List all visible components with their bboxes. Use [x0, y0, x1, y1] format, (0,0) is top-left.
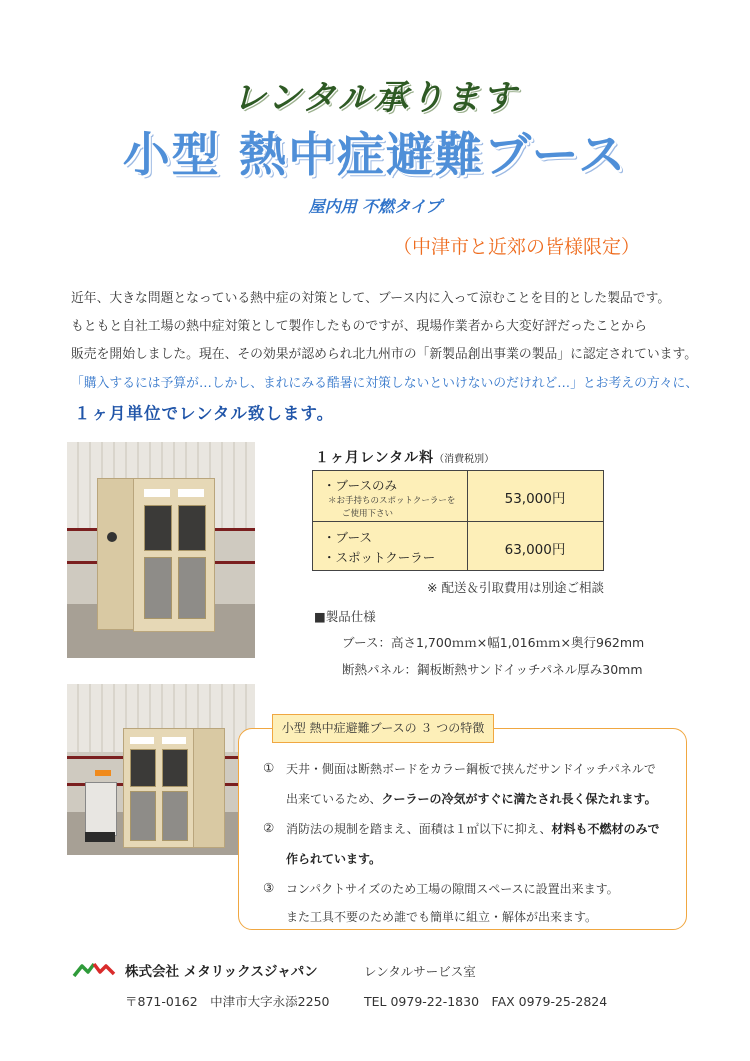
price-row-item: ・スポットクーラー: [323, 550, 436, 565]
contact-numbers: TEL 0979-22-1830 FAX 0979-25-2824: [364, 994, 608, 1009]
price-row: [313, 521, 603, 571]
intro-line-2: もともと自社工場の熱中症対策として製作したものですが、現場作業者から大変好評だったことから: [71, 319, 647, 334]
feature-text: コンパクトサイズのため工場の隙間スペースに設置出来ます。: [286, 882, 619, 896]
service-area: （中津市と近郊の皆様限定）: [393, 236, 641, 258]
company-address: 〒871-0162 中津市大字永添2250: [125, 994, 330, 1009]
intro-line-4: 「購入するには予算が…しかし、まれにみる酷暑に対策しないといけないのだけれど…」とお考えの方々に、: [71, 376, 699, 391]
feature-text: [286, 790, 657, 807]
feature-number: ①: [263, 760, 275, 775]
booth-photo: [67, 442, 255, 658]
company-name: 株式会社 メタリックスジャパン: [125, 964, 318, 980]
department: レンタルサービス室: [364, 964, 476, 979]
feature-text-plain: 出来ているため、: [286, 792, 382, 806]
price-table: [312, 470, 604, 571]
tax-note: （消費税別）: [434, 454, 495, 465]
feature-text: [286, 820, 659, 837]
price-value: 63,000円: [504, 542, 566, 558]
price-value: 53,000円: [504, 491, 566, 507]
feature-text: また工具不要のため誰でも簡単に組立・解体が出来ます。: [286, 910, 598, 924]
catch-heading: レンタル承ります: [232, 78, 518, 118]
feature-text-plain: 消防法の規制を踏まえ、面積は１㎡以下に抑え、: [286, 822, 552, 836]
price-row-note: ＊お手持ちのスポットクーラーを: [328, 496, 456, 506]
company-logo-icon: [72, 960, 116, 978]
feature-text: [286, 850, 381, 867]
product-title: 小型 熱中症避難ブース: [122, 128, 628, 183]
price-row-item: ・ブース: [323, 530, 373, 545]
feature-number: ③: [263, 880, 275, 895]
rental-fee-title: [315, 447, 494, 467]
feature-text-bold: 材料も不燃材のみで: [551, 822, 660, 836]
feature-number: ②: [263, 820, 275, 835]
spec-panel: 断熱パネル：鋼板断熱サンドイッチパネル厚み30mm: [342, 662, 643, 677]
price-row-note: ご使用下さい: [342, 509, 394, 519]
booth-with-cooler-photo: [67, 684, 255, 855]
delivery-note: ※ 配送＆引取費用は別途ご相談: [427, 580, 604, 595]
feature-text-bold: クーラーの冷気がすぐに満たされ長く保たれます。: [381, 792, 657, 806]
price-row-item: ・ブースのみ: [323, 478, 398, 493]
feature-text: 天井・側面は断熱ボードをカラー鋼板で挟んだサンドイッチパネルで: [286, 762, 656, 776]
price-row: [313, 471, 603, 522]
intro-line-3: 販売を開始しました。現在、その効果が認められ北九州市の「新製品創出事業の製品」に認定されています。: [71, 347, 698, 362]
features-title: 小型 熱中症避難ブースの ３ つの特徴: [272, 714, 494, 743]
rental-fee-label: １ヶ月レンタル料: [315, 450, 435, 466]
feature-text-bold: 作られています。: [286, 852, 382, 866]
intro-line-1: 近年、大きな問題となっている熱中症の対策として、ブース内に入って涼むことを目的とした製品です。: [71, 291, 671, 306]
spec-title: ■製品仕様: [314, 609, 376, 624]
spec-booth: ブース：高さ1,700ｍｍ×幅1,016ｍｍ×奥行962mm: [342, 635, 645, 650]
rental-headline: １ヶ月単位でレンタル致します。: [74, 404, 335, 423]
product-type: 屋内用 不燃タイプ: [308, 197, 442, 216]
